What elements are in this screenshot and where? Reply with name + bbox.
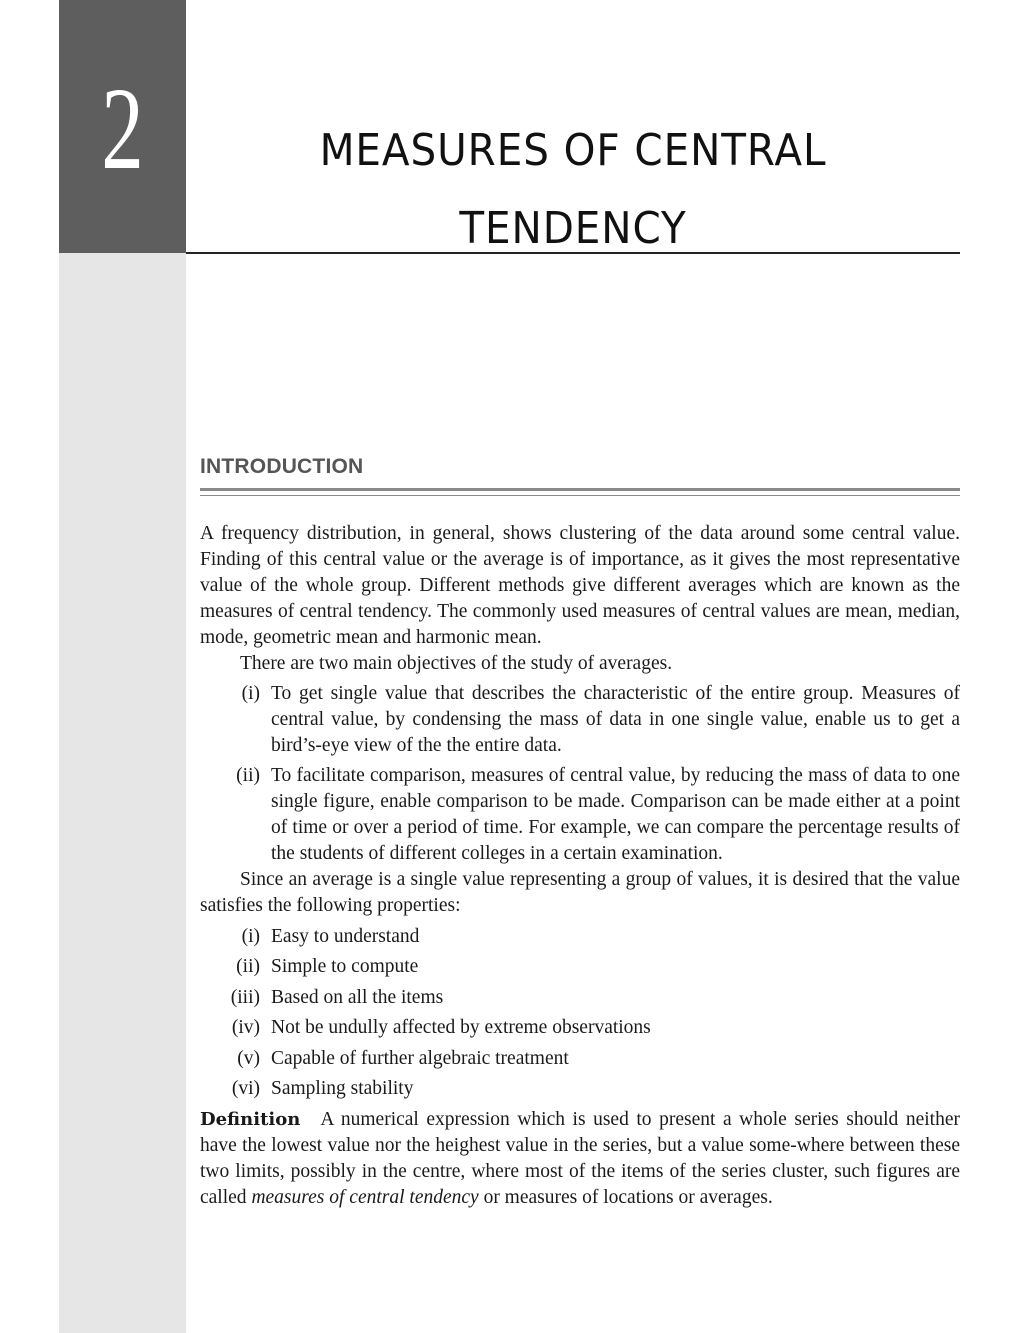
property-item xyxy=(200,924,960,950)
chapter-number-block xyxy=(59,0,186,253)
property-item xyxy=(200,1046,960,1072)
definition-text: A numerical expression which is used to present a whole series should neither have the lowest value nor the heighest value in the series, but a value some-where between these two limits, possibly in the centre, where most of the items of the series cluster, such figures are called xyxy=(200,1108,960,1208)
property-item xyxy=(200,1076,960,1102)
objective-item xyxy=(200,681,960,759)
property-number: (vi) xyxy=(231,1078,260,1099)
body-text xyxy=(200,521,960,1211)
property-item xyxy=(200,954,960,980)
definition-text-end: or measures of locations or averages. xyxy=(478,1186,773,1208)
property-item xyxy=(200,985,960,1011)
properties-intro: Since an average is a single value representing a group of values, it is desired that the value satisfies the following properties: xyxy=(200,869,960,916)
objective-item xyxy=(200,763,960,867)
property-item xyxy=(200,1015,960,1041)
section-divider xyxy=(200,488,960,496)
property-number: (v) xyxy=(237,1047,260,1069)
property-text: Sampling stability xyxy=(271,1078,414,1099)
property-text: Based on all the items xyxy=(271,986,444,1008)
chapter-number: 2 xyxy=(101,63,144,194)
objectives-intro: There are two main objectives of the study of averages. xyxy=(240,653,673,674)
property-text: Not be undully affected by extreme observations xyxy=(271,1017,651,1038)
definition-paragraph xyxy=(200,1107,960,1211)
intro-paragraph: A frequency distribution, in general, shows clustering of the data around some central value. Finding of this central value or the average is of importance, as it gives the most representative value of the whole group. Different methods give different averages which are known as the measures of central tendency. The commonly used measures of central values are mean, median, mode, geometric mean and harmonic mean. xyxy=(200,523,960,648)
chapter-title xyxy=(217,112,929,268)
section-heading: INTRODUCTION xyxy=(200,455,364,478)
objective-number: (ii) xyxy=(236,765,260,786)
property-text: Capable of further algebraic treatment xyxy=(271,1047,569,1069)
property-number: (i) xyxy=(241,925,260,947)
title-divider xyxy=(186,252,960,254)
property-text: Easy to understand xyxy=(271,925,420,947)
definition-label: Definition xyxy=(200,1108,301,1130)
property-number: (ii) xyxy=(236,956,260,977)
property-text: Simple to compute xyxy=(271,956,419,977)
objective-text: To facilitate comparison, measures of central value, by reducing the mass of data to one single figure, enable comparison to be made. Comparison can be made either at a point of time or over a period of time. For example, we can compare the percentage results of the students of different colleges in a certain examination. xyxy=(271,765,960,864)
chapter-title-line-2: TENDENCY xyxy=(459,203,687,254)
objective-number: (i) xyxy=(241,683,260,704)
chapter-title-line-1: MEASURES OF CENTRAL xyxy=(319,125,827,176)
property-number: (iii) xyxy=(230,986,260,1008)
property-number: (iv) xyxy=(231,1017,260,1038)
objective-text: To get single value that describes the characteristic of the entire group. Measures of central value, by condensing the mass of data in one single value, enable us to get a bird’s-eye view of the the entire data. xyxy=(271,683,960,756)
definition-emphasis: measures of central tendency xyxy=(251,1186,479,1208)
